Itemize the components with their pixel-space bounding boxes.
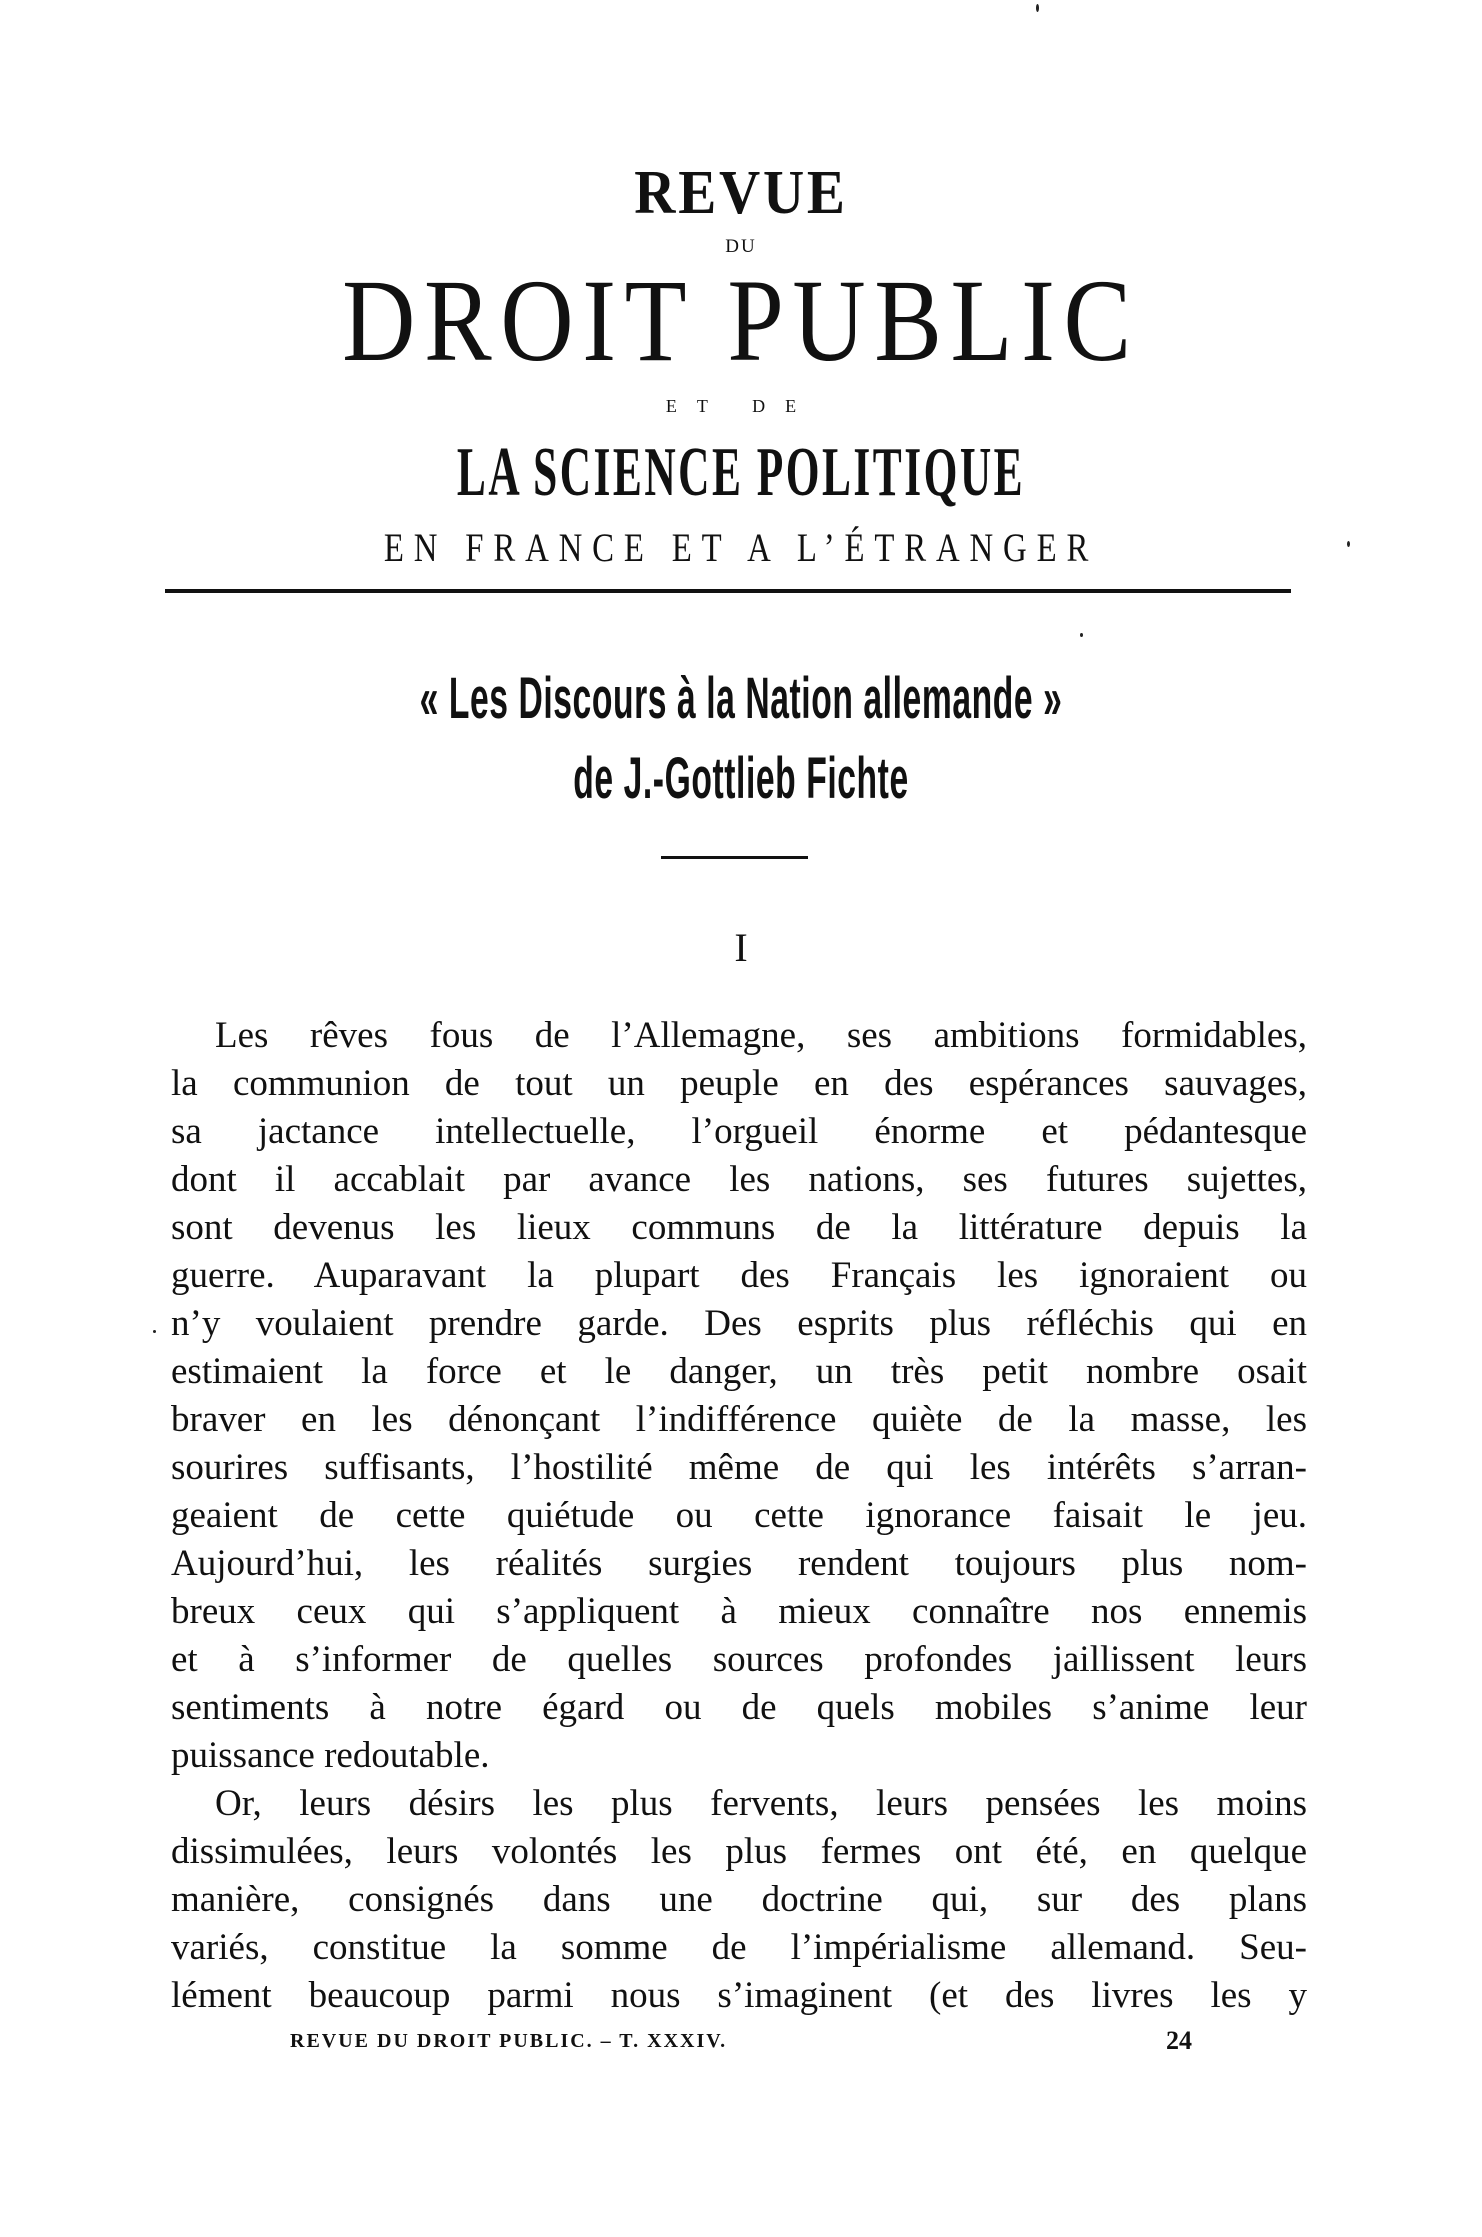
- masthead-et-de: ET DE: [665, 396, 817, 416]
- body-line: sa jactance intellectuelle, l’orgueil énorme et pédantesque: [171, 1111, 1307, 1152]
- masthead-science-politique: LA SCIENCE POLITIQUE: [456, 434, 1026, 511]
- article-title-line2: de J.-Gottlieb Fichte: [573, 746, 909, 811]
- body-line: Or, leurs désirs les plus fervents, leurs pensées les moins: [215, 1783, 1307, 1824]
- body-line: dont il accablait par avance les nations, ses futures sujettes,: [171, 1159, 1307, 1200]
- body-line: Aujourd’hui, les réalités surgies rendent toujours plus nom-: [171, 1543, 1307, 1584]
- body-line: sont devenus les lieux communs de la littérature depuis la: [171, 1207, 1307, 1248]
- signature-number: 24: [1166, 2026, 1192, 2055]
- scan-speck: [153, 1330, 156, 1333]
- section-number: I: [734, 925, 748, 970]
- body-line: lément beaucoup parmi nous s’imaginent (et des livres les y: [171, 1975, 1307, 2016]
- article-body: [171, 1012, 1307, 2020]
- body-line: braver en les dénonçant l’indifférence quiète de la masse, les: [171, 1399, 1307, 1440]
- masthead-revue: REVUE: [634, 159, 848, 227]
- masthead-droit-public: DROIT PUBLIC: [342, 255, 1140, 386]
- body-line: estimaient la force et le danger, un très petit nombre osait: [171, 1351, 1307, 1392]
- masthead-rule: [165, 589, 1291, 593]
- article-title-line1: « Les Discours à la Nation allemande »: [419, 666, 1063, 731]
- title-separator-rule: [661, 856, 808, 859]
- body-line: geaient de cette quiétude ou cette ignorance faisait le jeu.: [171, 1495, 1307, 1536]
- body-line: puissance redoutable.: [171, 1735, 490, 1776]
- body-line: breux ceux qui s’appliquent à mieux connaître nos ennemis: [171, 1591, 1307, 1632]
- masthead-en-france: EN FRANCE ET A L’ÉTRANGER: [383, 525, 1099, 570]
- body-line: manière, consignés dans une doctrine qui, sur des plans: [171, 1879, 1307, 1920]
- body-line: variés, constitue la somme de l’impérialisme allemand. Seu-: [171, 1927, 1307, 1968]
- running-footer: REVUE DU DROIT PUBLIC. – T. XXXIV.: [290, 2030, 728, 2052]
- body-line: dissimulées, leurs volontés les plus fermes ont été, en quelque: [171, 1831, 1307, 1872]
- body-line: et à s’informer de quelles sources profondes jaillissent leurs: [171, 1639, 1307, 1680]
- scan-speck: [1036, 4, 1039, 12]
- body-line: la communion de tout un peuple en des espérances sauvages,: [171, 1063, 1307, 1104]
- body-line: n’y voulaient prendre garde. Des esprits plus réfléchis qui en: [171, 1303, 1307, 1344]
- scan-speck: [1080, 633, 1083, 637]
- body-line: sentiments à notre égard ou de quels mobiles s’anime leur: [171, 1687, 1307, 1728]
- body-line: Les rêves fous de l’Allemagne, ses ambitions formidables,: [215, 1015, 1307, 1056]
- body-line: guerre. Auparavant la plupart des Français les ignoraient ou: [171, 1255, 1307, 1296]
- body-line: sourires suffisants, l’hostilité même de qui les intérêts s’arran-: [171, 1447, 1307, 1488]
- masthead-du: DU: [725, 236, 757, 257]
